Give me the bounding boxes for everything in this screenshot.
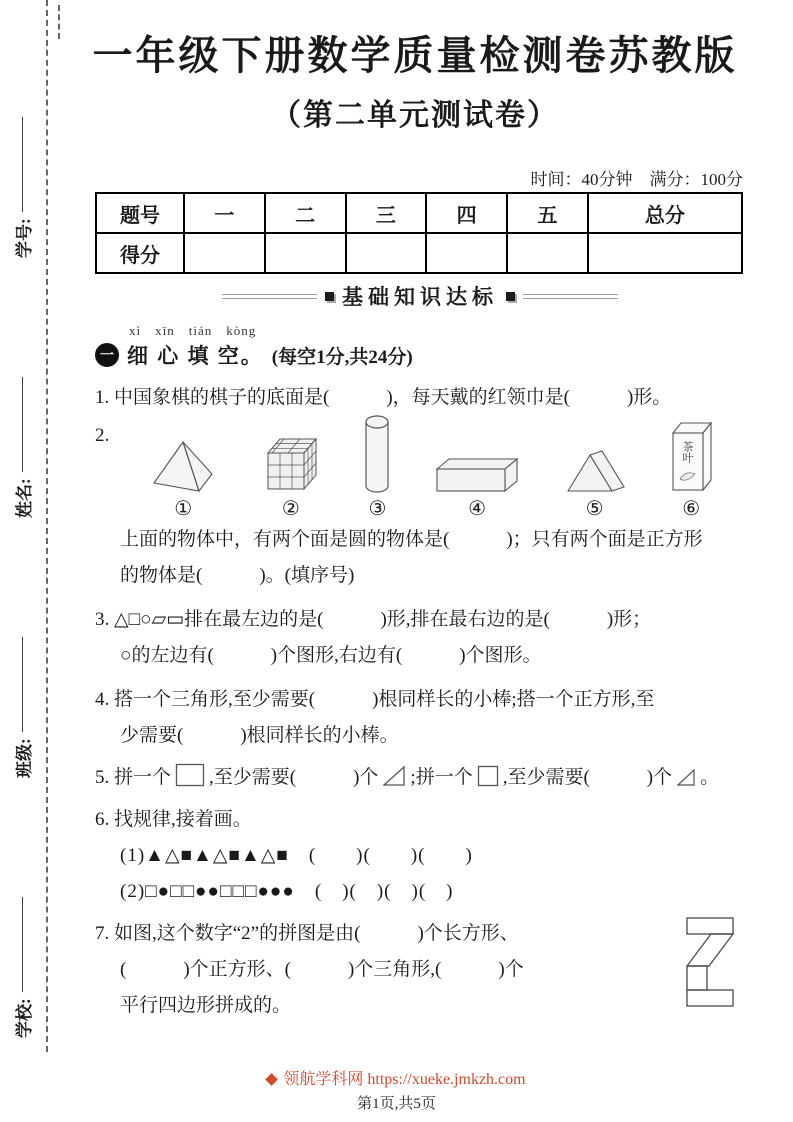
page-number: 第1页,共5页 — [357, 1096, 436, 1112]
question-6-pattern1: (1)▲△■▲△■▲△■ ( )( )( ) — [120, 845, 473, 866]
square-icon — [477, 765, 499, 787]
score-col-5: 五 — [507, 193, 588, 233]
digit-2-figure — [681, 916, 739, 1008]
question-6 — [95, 802, 745, 910]
object-5 — [564, 447, 626, 520]
banner-title: 基础知识达标 — [342, 285, 498, 309]
score-col-total: 总分 — [588, 193, 742, 233]
pinyin-text: xì xīn tián kòng — [129, 323, 257, 338]
banner-square-left — [325, 292, 334, 301]
question-7-line3: 平行四边形拼成的。 — [120, 995, 292, 1016]
section-1-title: 细 心 填 空。 — [127, 344, 264, 368]
object-6-number: ⑥ — [682, 498, 701, 520]
site-logo-icon — [266, 1073, 279, 1086]
banner-line-right — [523, 294, 618, 299]
question-2-line1: 上面的物体中，有两个面是圆的物体是( )；只有两个面是正方形 — [120, 529, 703, 550]
badge-number: 一 — [100, 349, 114, 364]
question-3-line2: ○的左边有( )个图形,右边有( )个图形。 — [120, 645, 542, 666]
rubiks-cube-figure — [260, 433, 322, 495]
questions-area — [95, 380, 745, 1024]
class-label: 班级: — [15, 738, 34, 778]
footer-site-text: 领航学科网 https://xueke.jmkzh.com — [283, 1071, 526, 1088]
margin-field-student-id — [10, 117, 35, 258]
banner-line-left — [222, 294, 317, 299]
score-cell — [184, 233, 265, 273]
object-2-number: ② — [281, 498, 300, 520]
question-5-part1: 5. 拼一个 — [95, 767, 172, 788]
question-6-pattern2: (2)□●□□●●□□□●●● ( )( )( )( ) — [120, 881, 454, 902]
school-label: 学校: — [15, 998, 34, 1038]
paper-title: 一年级下册数学质量检测卷苏教版 — [92, 33, 738, 78]
section-1-points: (每空1分,共24分) — [271, 346, 413, 368]
question-7-line1: 7. 如图,这个数字“2”的拼图是由( )个长方形、 — [95, 923, 519, 944]
score-col-4: 四 — [426, 193, 507, 233]
object-4-number: ④ — [468, 498, 486, 520]
score-cell — [588, 233, 742, 273]
cylinder-figure — [364, 413, 390, 495]
box-figure — [433, 455, 521, 495]
object-1-number: ① — [174, 498, 193, 520]
score-cell — [507, 233, 588, 273]
pyramid-figure — [149, 439, 217, 495]
tea-label: 茶叶 — [681, 441, 694, 463]
margin-field-name — [10, 377, 35, 518]
score-table-header-row — [96, 193, 742, 233]
name-label: 姓名: — [15, 478, 34, 518]
score-table-row2-label: 得分 — [96, 233, 184, 273]
object-6 — [668, 415, 714, 520]
footer-site — [0, 1066, 793, 1089]
name-blank-line — [22, 377, 23, 472]
score-table — [95, 192, 743, 274]
question-2-number: 2. — [95, 425, 110, 446]
score-cell — [265, 233, 346, 273]
section-1-heading — [95, 320, 413, 370]
score-col-3: 三 — [346, 193, 427, 233]
object-3 — [364, 413, 390, 520]
school-blank-line — [22, 897, 23, 992]
question-4 — [95, 682, 745, 754]
score-cell — [426, 233, 507, 273]
section-banner — [90, 281, 750, 311]
student-id-blank-line — [22, 117, 23, 212]
question-1: 1. 中国象棋的棋子的底面是( )，每天戴的红领巾是( )形。 — [95, 387, 672, 408]
question-5-part2: ,至少需要( )个 — [209, 767, 379, 788]
tea-box-figure — [668, 415, 714, 495]
cut-dashed-line-top — [58, 5, 60, 39]
question-7-line2: ( )个正方形、( )个三角形,( )个 — [120, 959, 524, 980]
object-1 — [149, 439, 217, 520]
object-3-number: ③ — [368, 498, 387, 520]
rectangle-icon — [175, 763, 205, 787]
small-right-triangle-icon — [676, 768, 696, 787]
question-3 — [95, 602, 745, 674]
score-table-row1-label: 题号 — [96, 193, 184, 233]
question-7 — [95, 916, 745, 1024]
class-blank-line — [22, 637, 23, 732]
time-score-meta: 时间：40分钟 满分：100分 — [530, 170, 743, 189]
margin-field-school — [10, 897, 35, 1038]
question-5-part3: ;拼一个 — [410, 767, 473, 788]
object-5-number: ⑤ — [585, 498, 604, 520]
score-col-2: 二 — [265, 193, 346, 233]
question-3-line1: 3. △□○▱▭排在最左边的是( )形,排在最右边的是( )形； — [95, 609, 652, 630]
cut-dashed-line — [46, 0, 48, 1052]
question-5-part5: 。 — [700, 767, 720, 788]
student-id-label: 学号: — [15, 218, 34, 258]
question-4-line2: 少需要( )根同样长的小棒。 — [120, 725, 399, 746]
score-col-1: 一 — [184, 193, 265, 233]
question-6-title: 6. 找规律,接着画。 — [95, 809, 252, 830]
margin-field-class — [10, 637, 35, 778]
banner-square-right — [506, 292, 515, 301]
question-5-part4: ,至少需要( )个 — [502, 767, 673, 788]
object-4 — [433, 455, 521, 520]
object-row — [149, 418, 714, 522]
object-2 — [260, 433, 322, 520]
paper-subtitle: （第二单元测试卷） — [271, 99, 559, 132]
triangular-prism-figure — [564, 447, 626, 495]
section-number-badge — [95, 343, 119, 367]
right-triangle-icon — [382, 765, 406, 787]
question-2 — [95, 418, 745, 594]
score-table-score-row — [96, 233, 742, 273]
question-5 — [95, 760, 745, 796]
question-4-line1: 4. 搭一个三角形,至少需要( )根同样长的小棒;搭一个正方形,至 — [95, 689, 655, 710]
question-2-line2: 的物体是( )。(填序号) — [120, 565, 355, 586]
score-cell — [346, 233, 427, 273]
